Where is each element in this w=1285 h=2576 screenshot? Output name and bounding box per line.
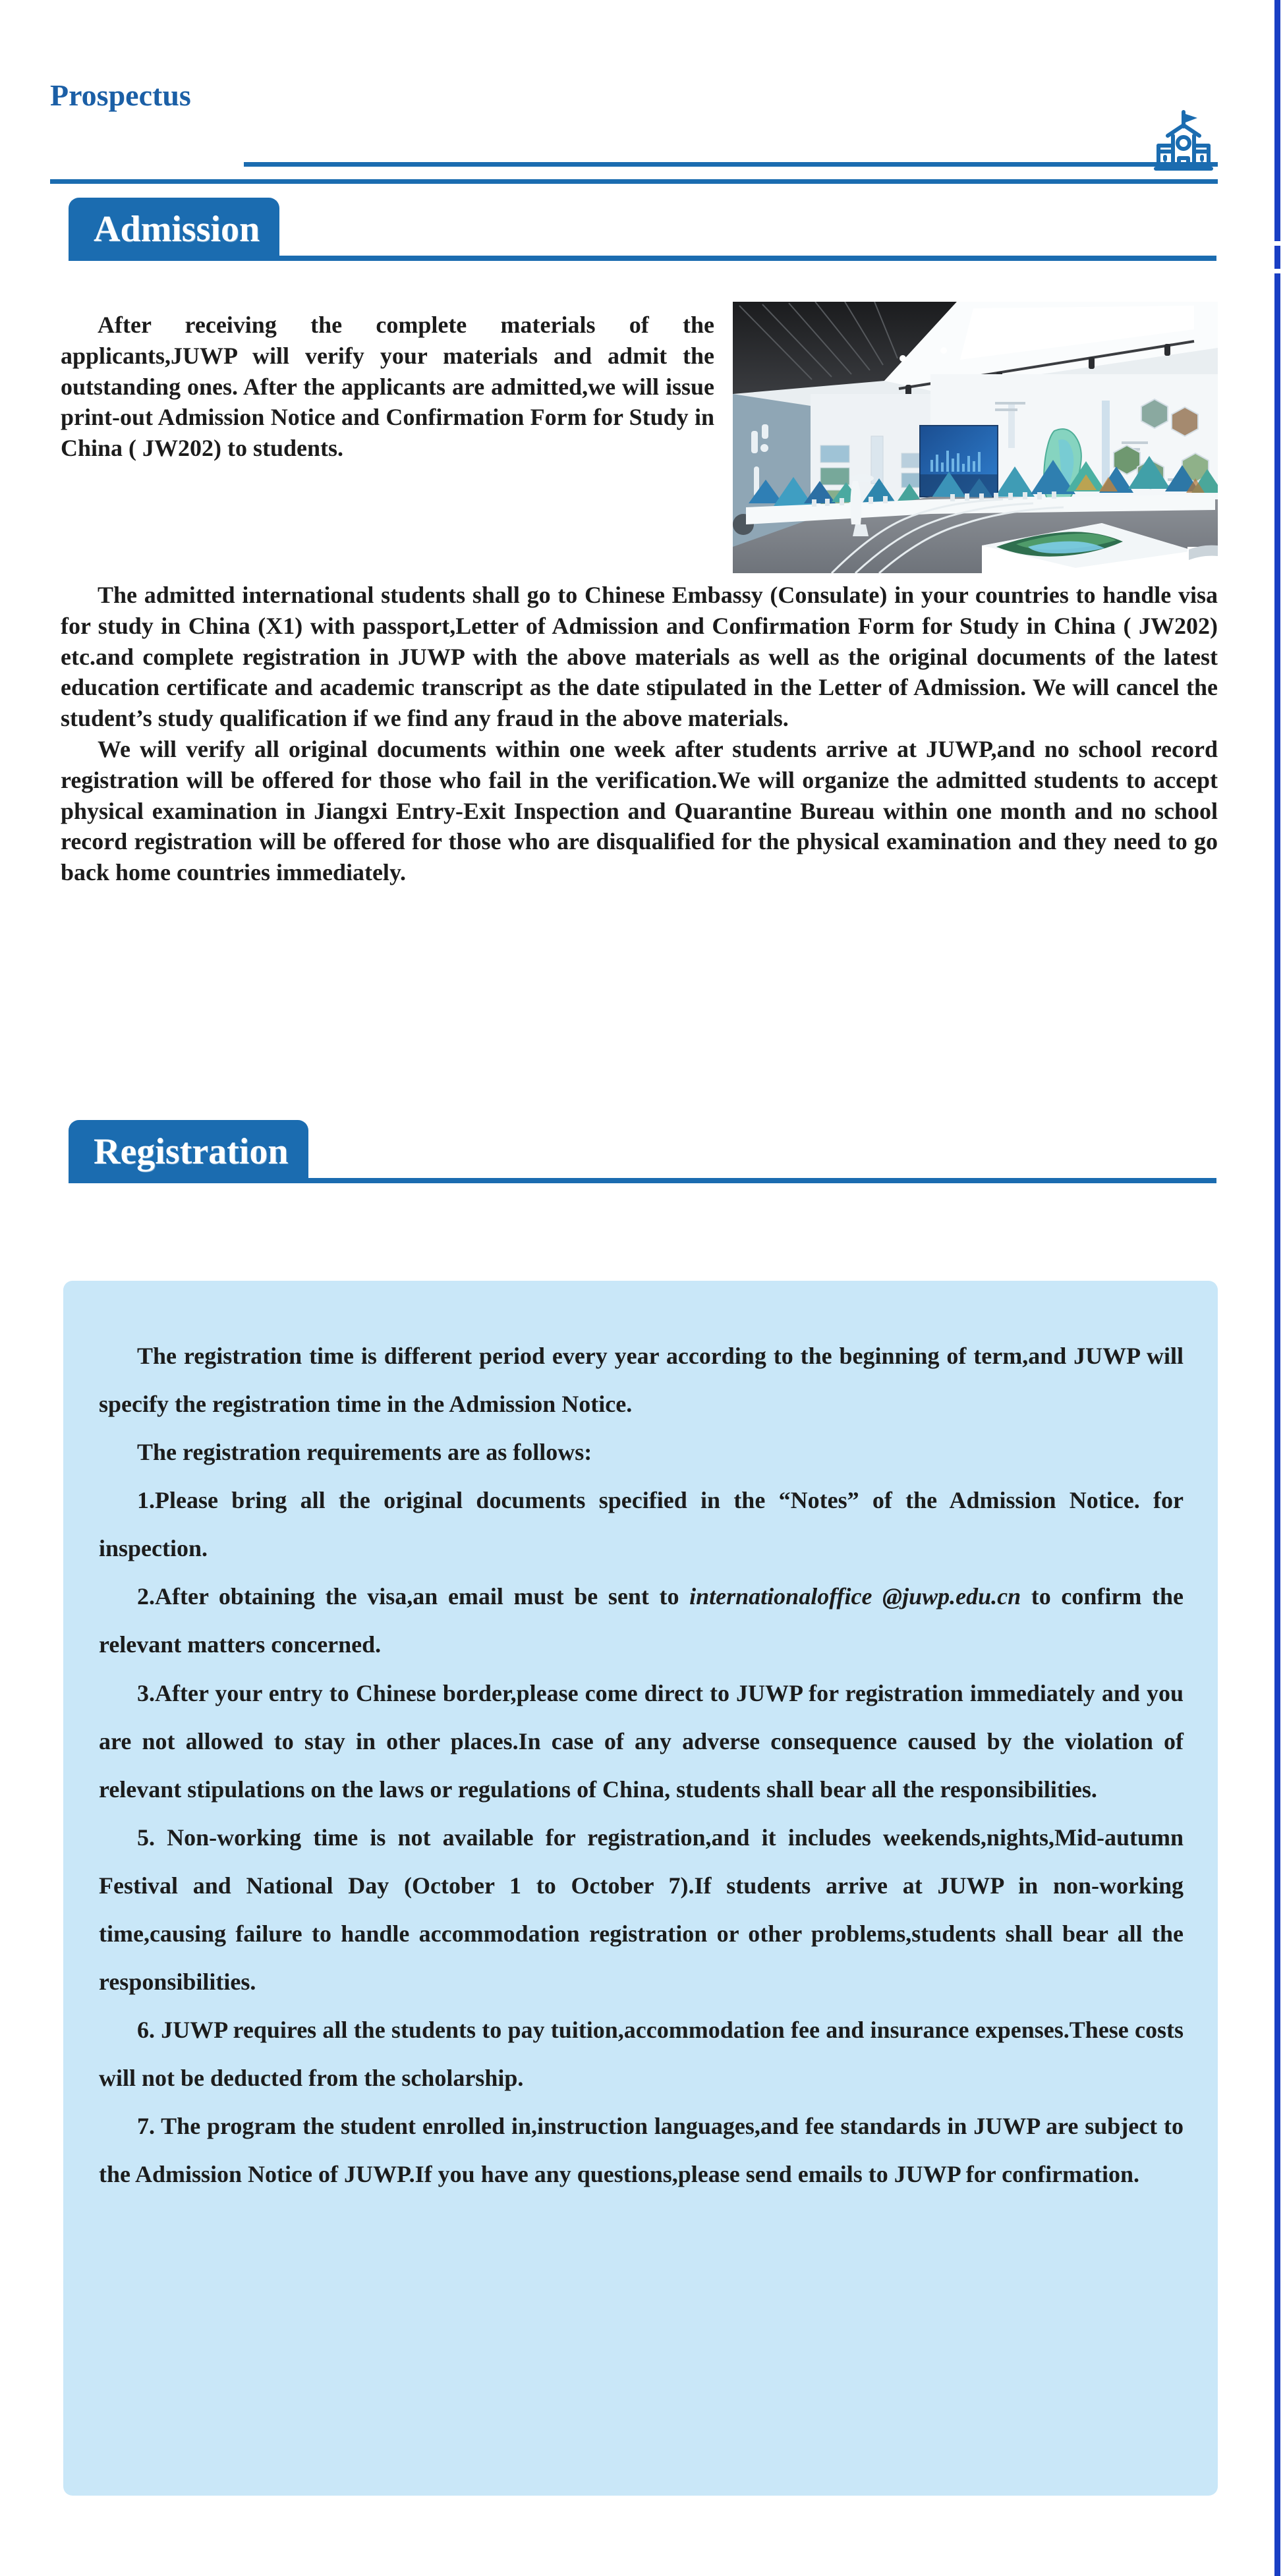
registration-item-7: 7. The program the student enrolled in,instruction languages,and fee standards in JUWP are subject to the Admission Notice of JUWP.If you have any questions,please send emails to JUWP for confirmation. [99,2113,1184,2188]
running-header-rule-top [244,162,1218,167]
section-tab-admission [69,198,279,261]
admission-paragraph-1-column [61,310,714,464]
admission-photo [733,302,1218,573]
section-header-registration [0,1120,1285,1192]
section-tab-registration [69,1120,308,1183]
running-header-title: Prospectus [50,78,191,112]
running-header-rule-bottom [50,179,1218,184]
admission-paragraph-1: After receiving the complete materials of the applicants,JUWP will verify your materials and admit the outstanding ones. After the applicants are admitted,we will issue print-out Admission Notice and Confirmation Form for Study in China ( JW202) to students. [61,312,714,462]
admission-paragraph-2: The admitted international students shall go to Chinese Embassy (Consulate) in your countries to handle visa for study in China (X1) with passport,Letter of Admission and Confirmation Form for Study in China ( JW202) etc.and complete registration in JUWP with the above materials as well as the original documents of the latest education certificate and academic transcript as the date stipulated in the Letter of Admission. We will cancel the student’s study qualification if we find any fraud in the above materials. [61,582,1218,732]
admission-body [61,580,1218,888]
registration-item-5: 5. Non-working time is not available for registration,and it includes weekends,nights,Mid-autumn Festival and National Day (October 1 to October 7).If students arrive at JUWP in non-working time,causing failure to handle accommodation registration or other problems,students shall bear all the responsibilities. [99,1824,1184,1996]
registration-item-2-tail: to confirm the relevant matters concerned. [99,1583,1184,1658]
section-header-admission [0,198,1285,270]
registration-body [99,1332,1184,2198]
registration-email-address: internationaloffice @juwp.edu.cn [689,1583,1021,1610]
section-title-admission: Admission [94,209,260,250]
registration-paragraph-1: The registration time is different period every year according to the beginning of term,and JUWP will specify the registration time in the Admission Notice. [99,1343,1184,1418]
registration-item-2-lead: 2.After obtaining the visa,an email must be sent to [137,1583,690,1610]
registration-item-6: 6. JUWP requires all the students to pay tuition,accommodation fee and insurance expenses.These costs will not be deducted from the scholarship. [99,2017,1184,2092]
admission-paragraph-3: We will verify all original documents within one week after students arrive at JUWP,and no school record registration will be offered for those who fail in the verification.We will organize the admitted students to accept physical examination in Jiangxi Entry-Exit Inspection and Quarantine Bureau within one month and no school record registration will be offered for those who are disqualified for the physical examination and they need to go back home countries immediately. [61,735,1218,886]
registration-item-1: 1.Please bring all the original documents specified in the “Notes” of the Admission Notice. for inspection. [99,1487,1184,1562]
running-header [0,63,1285,136]
registration-paragraph-2: The registration requirements are as follows: [137,1439,592,1466]
section-title-registration: Registration [94,1131,289,1172]
page-edge-strip [1274,0,1280,2576]
registration-item-2 [99,1573,1184,1669]
school-building-icon [1148,109,1219,175]
registration-item-3: 3.After your entry to Chinese border,please come direct to JUWP for registration immediately and you are not allowed to stay in other places.In case of any adverse consequence caused by the violation of relevant stipulations on the laws or regulations of China, students shall bear all the responsibilities. [99,1679,1184,1803]
